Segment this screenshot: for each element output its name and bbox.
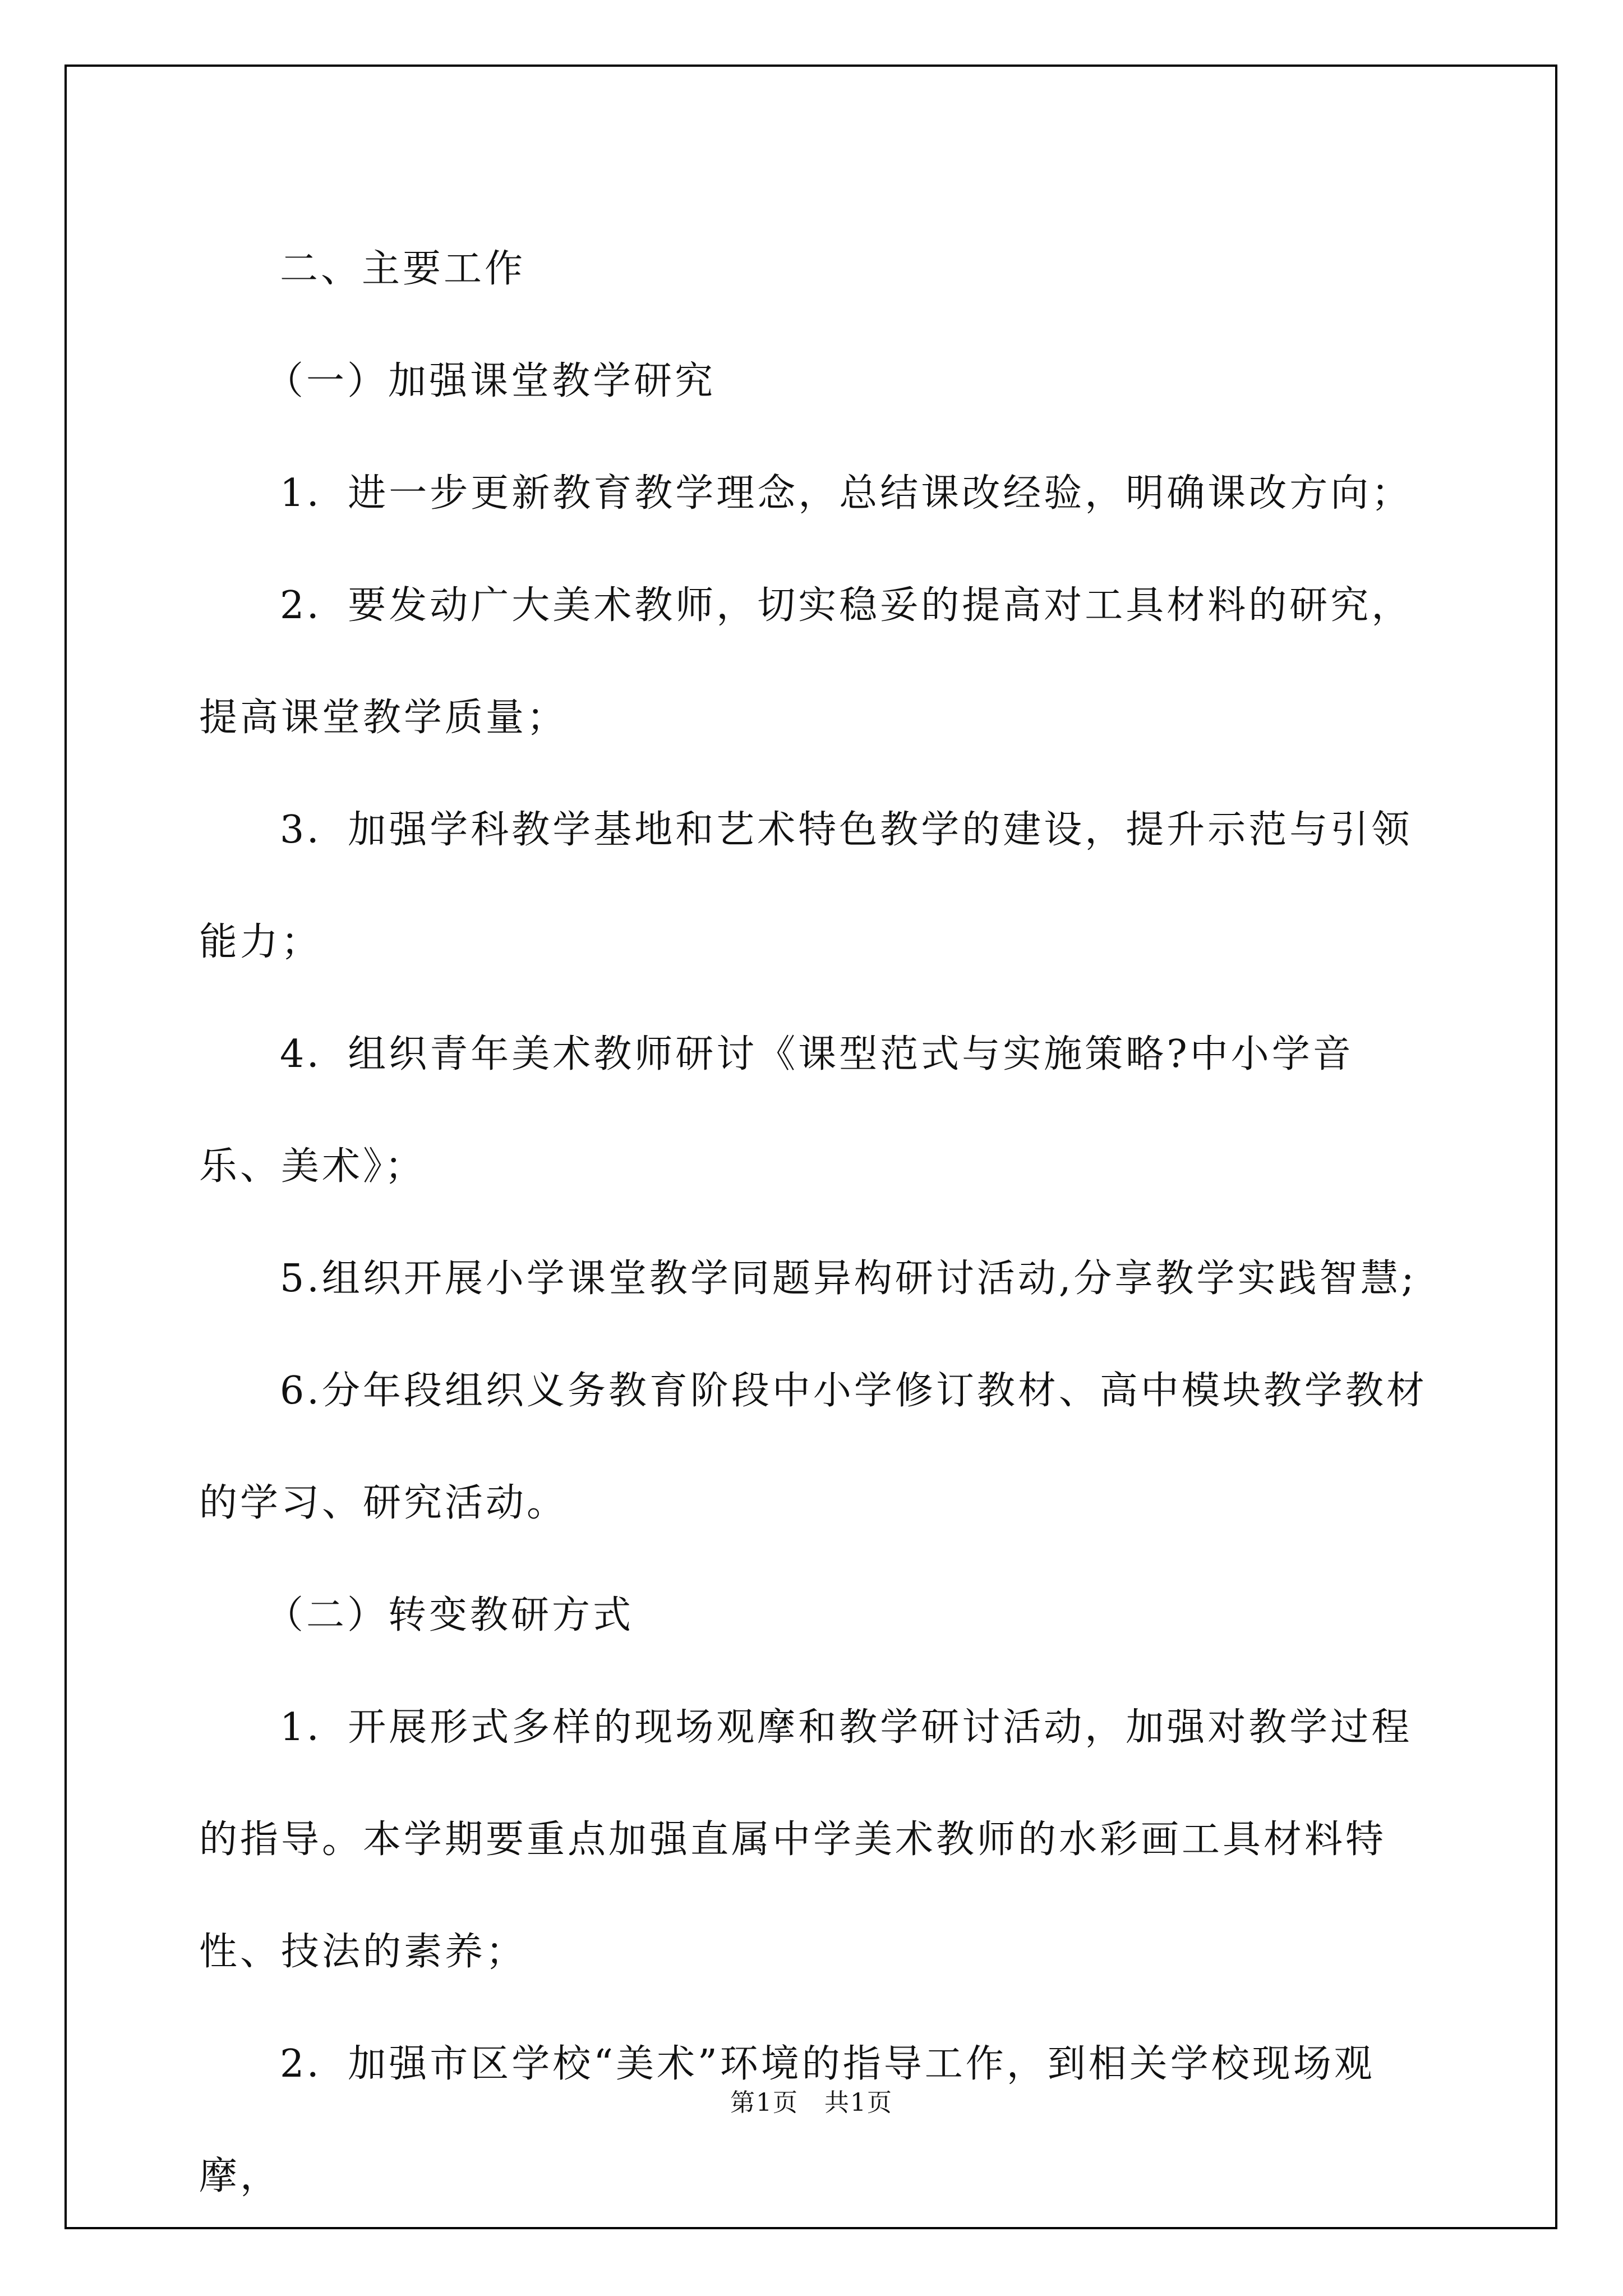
list-item: 4．组织青年美术教师研讨《课型范式与实施策略?中小学音乐、美术》；	[199, 1032, 1354, 1189]
list-item: 1．进一步更新教育教学理念，总结课改经验，明确课改方向；	[280, 471, 1413, 516]
list-item: 6.分年段组织义务教育阶段中小学修订教材、高中模块教学教材的学习、研究活动。	[199, 1369, 1427, 1525]
list-item: 2．加强市区学校“美术”环境的指导工作，到相关学校现场观摩，	[199, 2042, 1375, 2198]
page-footer: 第1页 共1页	[730, 2088, 893, 2117]
list-item: 3．加强学科教学基地和艺术特色教学的建设，提升示范与引领能力；	[199, 808, 1413, 964]
list-item: 5.组织开展小学课堂教学同题异构研讨活动,分享教学实践智慧;	[280, 1257, 1417, 1301]
document-body	[199, 213, 1433, 2233]
list-item: 2．要发动广大美术教师，切实稳妥的提高对工具材料的研究，提高课堂教学质量；	[199, 583, 1413, 740]
section-heading: 二、主要工作	[280, 247, 526, 291]
list-item: 1．开展形式多样的现场观摩和教学研讨活动，加强对教学过程的指导。本学期要重点加强直属中学美术教师的水彩画工具材料特性、技法的素养；	[199, 1705, 1413, 1974]
subsection-heading: （一）加强课堂教学研究	[265, 359, 716, 403]
subsection-heading: （二）转变教研方式	[265, 1593, 634, 1637]
